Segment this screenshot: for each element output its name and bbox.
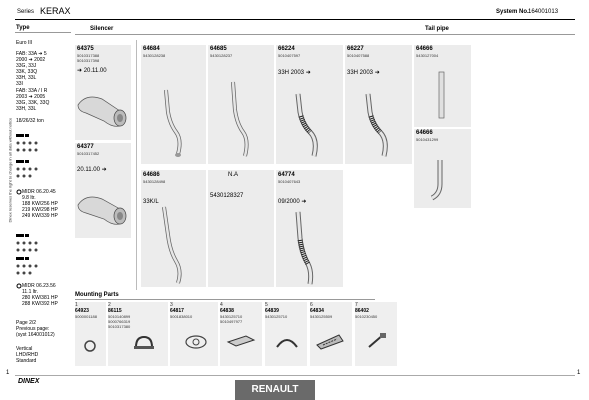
type-heading: Type [16,25,30,31]
part-64685: 64685 5430128237 [210,46,233,58]
system-value: 164001013 [528,9,559,15]
part-64686: 64686 5430128498 33K/L [143,172,166,205]
type-rule [15,32,71,33]
mounting-rule [75,299,375,300]
axle-config-icon [16,158,52,180]
flex-pipe-drawing [290,210,326,286]
axle-config-icon [16,255,52,277]
series-value: KERAX [40,6,71,16]
page-info: Page 2/2 Previous page: (syst 164001012) [16,320,55,338]
tail-pipe-drawing [428,158,456,202]
silencer-rule [75,34,415,35]
mounting-part: 6 64834 5430125509 [310,302,352,366]
axle-config-icon [16,132,52,154]
drive-info: Vertical LHD/RHD Standard [16,346,39,364]
clamp-ring-icon [80,337,100,355]
pipe-drawing [158,205,192,285]
flex-pipe-drawing [360,92,400,160]
part-66224: 66224 5010407597 33H 2003 ➜ [278,46,311,76]
mounting-heading: Mounting Parts [75,292,119,298]
part-64377: 64377 5010317452 20.11.00 ➜ [77,144,107,173]
mounting-part: 2 86115 5010140899 5000766319 5010317380 [108,302,168,366]
part-64666-bottom: 64666 5010431299 [416,130,439,142]
part-64684: 64684 5430128238 [143,46,166,58]
silencer-drawing [76,85,132,135]
part-na-ref: 5430128327 [210,193,244,199]
flex-pipe-drawing [290,92,330,160]
bolt-icon [365,331,389,351]
mounting-part: 1 64923 5000001188 [75,302,106,366]
header-rule [15,19,575,20]
tail-pipe-drawing [432,70,452,122]
silencer-drawing [76,183,132,233]
mounting-part: 3 64817 5001838010 [170,302,218,366]
euro-norm: Euro III [16,40,33,46]
tail-pipe-heading: Tail pipe [425,26,449,32]
mounting-part: 4 64838 5430125710 5010497977 [220,302,262,366]
part-64375: 64375 5010317388 5010317398 ➜ 20.11.00 [77,46,107,74]
bracket-icon [132,333,156,351]
mounting-part: 5 64839 5430125710 [265,302,307,366]
part-na: N.A [228,172,239,178]
pipe-drawing [160,88,190,160]
series-label: Series [17,9,35,15]
pipe-drawing [225,80,255,160]
footer-rule [15,375,575,376]
page-number-right: 1 [577,370,581,376]
column-divider [136,40,137,290]
page-number-left: 1 [6,370,10,376]
engine-block-1: MIDR 06.20.45 9.8 ltr. 188 KW/256 HP 219 KW/298 HP 249 KW/339 HP [22,189,58,219]
brand-banner: RENAULT [235,380,315,400]
fab-block-2: FAB: 33A / I R 2003 ➜ 2005 33G, 33K, 33Q 33H, 33L [16,88,50,112]
left-margin-note: Dinex reserves the right to change in all data without notice [7,117,13,223]
part-66227: 66227 5010407588 33H 2003 ➜ [347,46,380,76]
engine-block-2: MIDR 06.23.56 11.1 ltr. 280 KW/381 HP 288 KW/392 HP [22,283,58,307]
mounting-part: 7 86402 5010230450 [355,302,397,366]
part-64774: 64774 5010407643 09/2000 ➜ [278,172,307,205]
dinex-logo: DINEX [18,378,40,385]
fab-block-1: FAB: 33A ➜ 5 2000 ➜ 2002 33G, 33J 33K, 33Q 33H, 33L 33I [16,51,47,87]
part-64666-top: 64666 5430127004 [416,46,439,58]
system-label: System No.: [496,9,531,15]
tail-pipe-rule [415,34,575,35]
rubber-mount-icon [315,331,345,351]
hanger-icon [273,331,301,351]
silencer-heading: Silencer [90,26,114,32]
clamp-icon [226,330,256,348]
tonnage: 18/26/32 ton [16,118,44,124]
part-panel [208,170,274,287]
gasket-icon [182,333,210,351]
axle-config-icon [16,232,52,254]
